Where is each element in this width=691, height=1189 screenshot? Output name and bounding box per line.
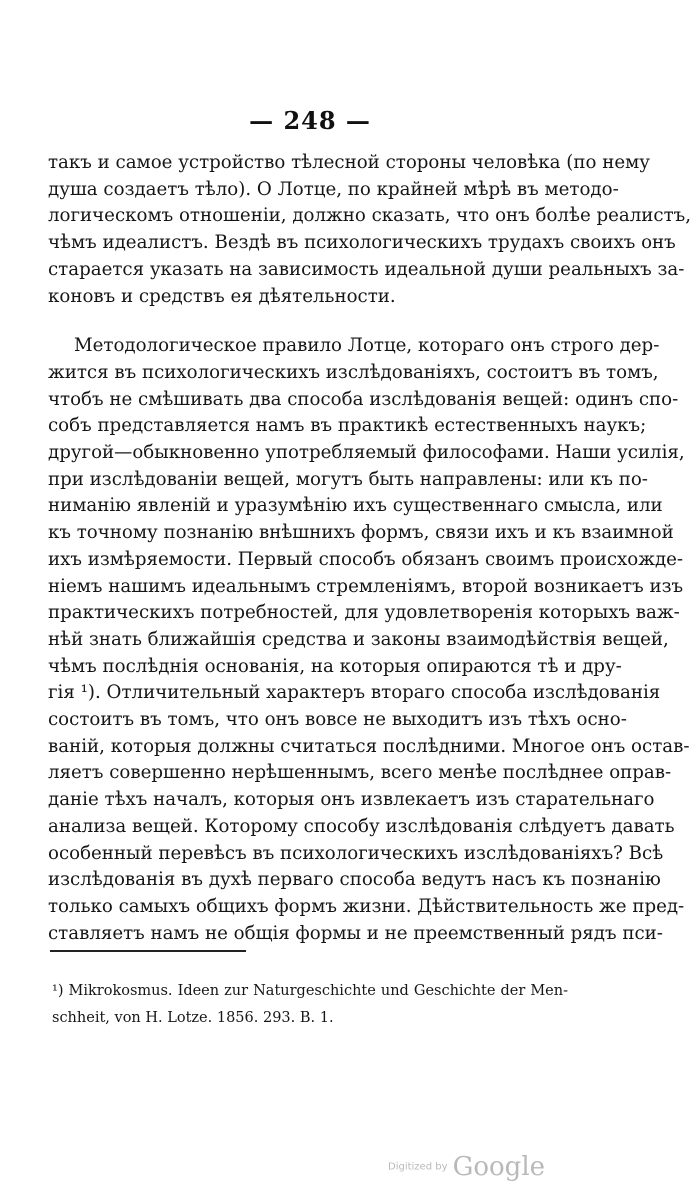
text-line: душа создаетъ тѣло). О Лотце, по крайней мѣрѣ въ методо-: [48, 178, 619, 200]
text-line: такъ и самое устройство тѣлесной стороны человѣка (по нему: [48, 152, 650, 173]
google-logo: Google: [452, 1152, 546, 1182]
text-line: только самыхъ общихъ формъ жизни. Дѣйствительность же пред-: [48, 895, 685, 917]
text-line: другой—обыкновенно употребляемый философами. Наши усилія,: [48, 442, 685, 464]
text-line: нѣй знать ближайшія средства и законы взаимодѣйствія вещей,: [48, 628, 669, 650]
text-line: чѣмъ идеалистъ. Вездѣ въ психологическихъ трудахъ своихъ онъ: [48, 232, 676, 254]
text-line: анализа вещей. Которому способу изслѣдованія слѣдуетъ давать: [48, 815, 675, 837]
footnote: [52, 978, 568, 1032]
footnote-line: ¹) Mikrokosmus. Ideen zur Naturgeschichte und Geschichte der Men-: [52, 983, 568, 999]
text-line: Методологическое правило Лотце, котораго онъ строго дер-: [74, 335, 660, 357]
text-line: жится въ психологическихъ изслѣдованіяхъ, состоитъ въ томъ,: [48, 361, 659, 383]
text-line: ставляетъ намъ не общія формы и не преемственный рядъ пси-: [48, 922, 663, 944]
text-line: собъ представляется намъ въ практикѣ естественныхъ наукъ;: [48, 415, 647, 437]
text-line: коновъ и средствъ ея дѣятельности.: [48, 285, 396, 307]
text-line: ваній, которыя должны считаться послѣдними. Многое онъ остав-: [48, 735, 690, 757]
text-line: состоитъ въ томъ, что онъ вовсе не выходитъ изъ тѣхъ осно-: [48, 709, 627, 731]
text-line: чѣмъ послѣднія основанія, на которыя опираются тѣ и дру-: [48, 655, 622, 677]
text-line: чтобъ не смѣшивать два способа изслѣдованія вещей: одинъ спо-: [48, 388, 679, 410]
text-line: ихъ измѣряемости. Первый способъ обязанъ своимъ происхожде-: [48, 548, 684, 570]
paragraph-1: [48, 150, 691, 310]
paragraph-2: [48, 333, 690, 947]
text-line: при изслѣдованіи вещей, могутъ быть направлены: или къ по-: [48, 468, 648, 490]
body-text: [48, 150, 691, 947]
digitized-watermark: [388, 1152, 545, 1182]
text-line: даніе тѣхъ началъ, которыя онъ извлекаетъ изъ старательнаго: [48, 789, 655, 811]
text-line: практическихъ потребностей, для удовлетворенія которыхъ важ-: [48, 602, 680, 624]
text-line: старается указать на зависимость идеальной души реальныхъ за-: [48, 258, 685, 280]
watermark-prefix: Digitized by: [388, 1161, 448, 1173]
footnote-divider: [50, 950, 246, 952]
text-line: ниманію явленій и уразумѣнію ихъ существеннаго смысла, или: [48, 495, 663, 517]
footnote-line: schheit, von H. Lotze. 1856. 293. B. 1.: [52, 1010, 334, 1026]
text-line: ніемъ нашимъ идеальнымъ стремленіямъ, второй возникаетъ изъ: [48, 575, 684, 597]
text-line: къ точному познанію внѣшнихъ формъ, связи ихъ и къ взаимной: [48, 522, 674, 544]
text-line-with-footnote-ref: гія ¹). Отличительный характеръ втораго способа изслѣдованія: [48, 682, 661, 704]
text-line: изслѣдованія въ духѣ перваго способа ведутъ насъ къ познанію: [48, 869, 661, 891]
text-line: логическомъ отношеніи, должно сказать, что онъ болѣе реалистъ,: [48, 205, 691, 227]
page-number: — 248 —: [249, 106, 371, 135]
text-line: особенный перевѣсъ въ психологическихъ изслѣдованіяхъ? Всѣ: [48, 842, 664, 864]
text-line: ляетъ совершенно нерѣшеннымъ, всего менѣе послѣднее оправ-: [48, 762, 672, 784]
